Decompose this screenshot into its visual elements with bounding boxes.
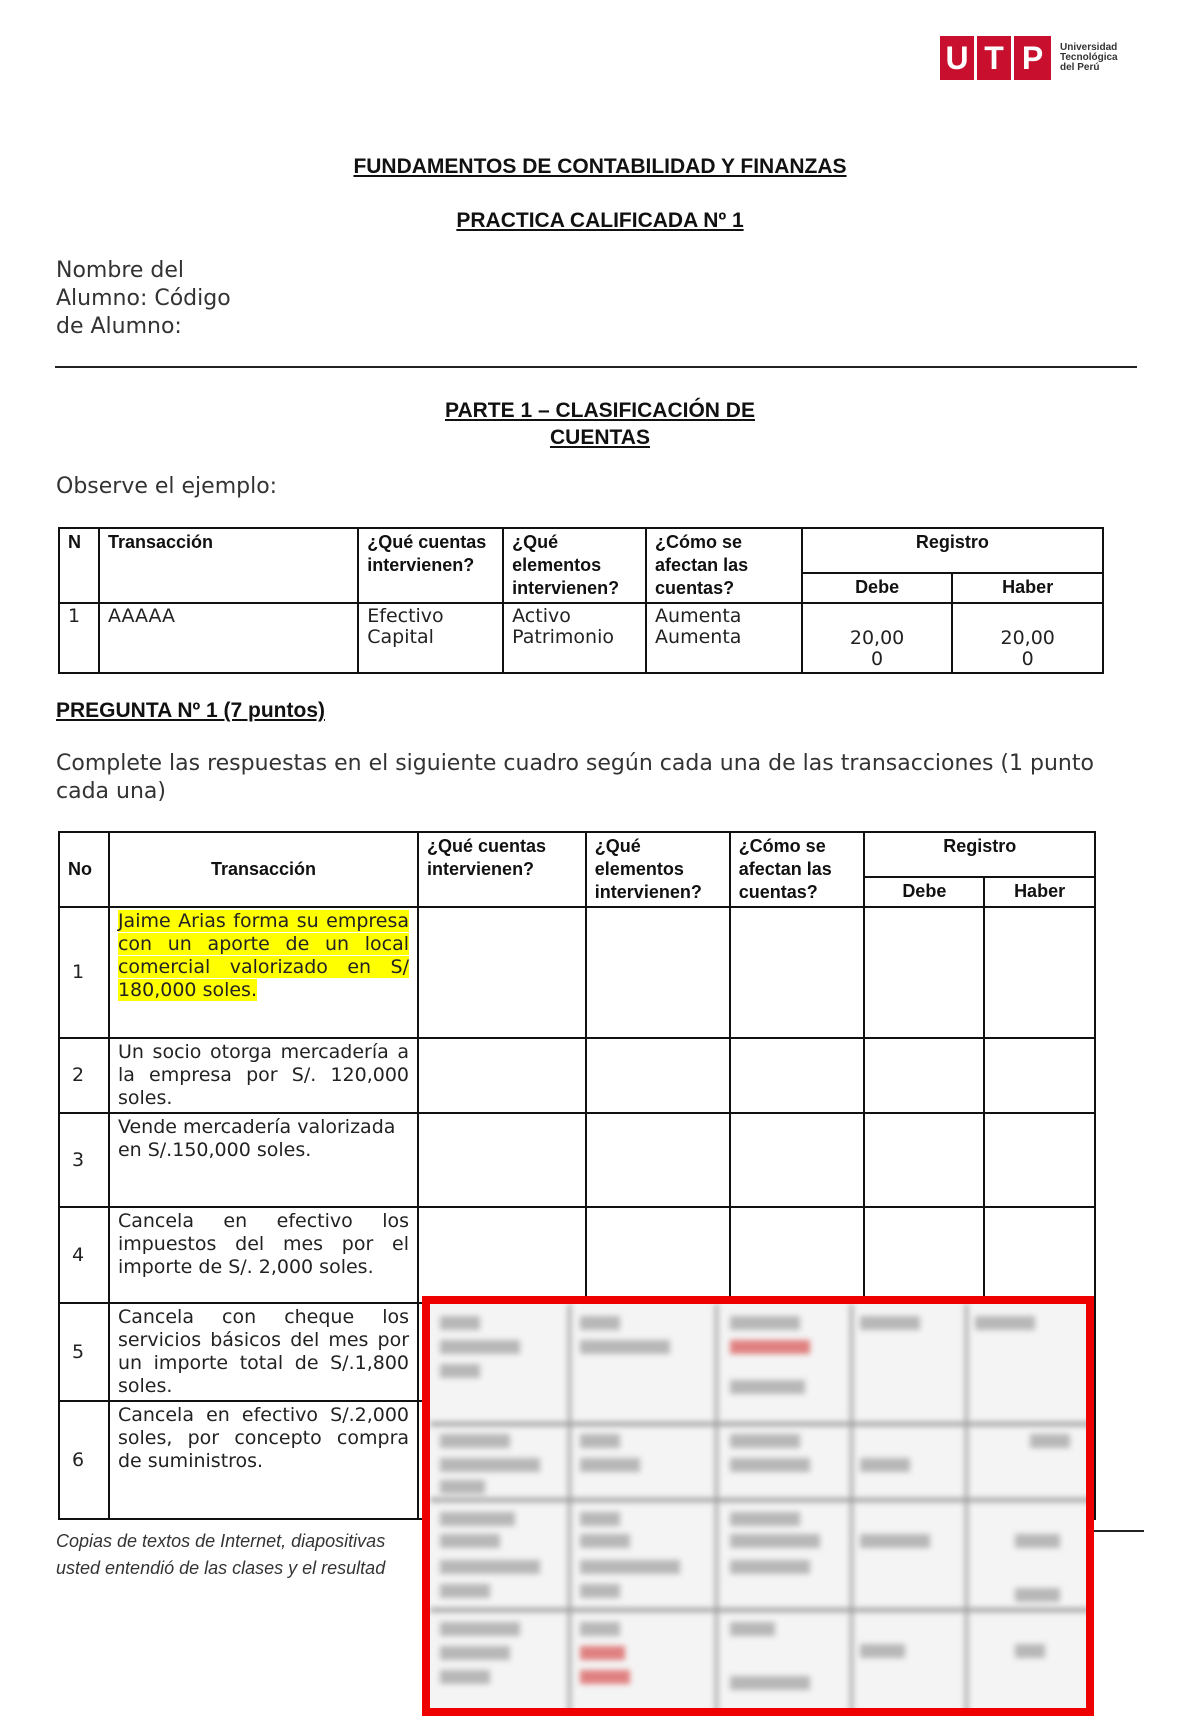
- example-header-affect: ¿Cómo se afectan las cuentas?: [646, 528, 802, 603]
- part1-title: [0, 397, 1200, 451]
- q-header-debe: Debe: [864, 877, 984, 907]
- answer-haber-cell[interactable]: [984, 1113, 1095, 1207]
- answer-accounts-cell[interactable]: [418, 1207, 586, 1303]
- table-row: [59, 907, 1095, 1038]
- answer-affect-cell[interactable]: [730, 1113, 865, 1207]
- answer-elements-cell[interactable]: [586, 1113, 730, 1207]
- exam-title: PRACTICA CALIFICADA Nº 1: [456, 209, 744, 232]
- example-row-haber: [952, 603, 1103, 673]
- q-header-elements: ¿Qué elementos intervienen?: [586, 832, 730, 907]
- row-number: 2: [59, 1038, 109, 1113]
- example-row-transaction: AAAAA: [99, 603, 358, 673]
- example-row-n: 1: [59, 603, 99, 673]
- example-account-2: Capital: [367, 626, 434, 648]
- footnote-line-2: usted entendió de las clases y el resultad: [56, 1558, 386, 1578]
- answer-affect-cell[interactable]: [730, 907, 865, 1038]
- answer-accounts-cell[interactable]: [418, 1038, 586, 1113]
- answer-affect-cell[interactable]: [730, 1207, 865, 1303]
- transaction-text: Cancela en efectivo los impuestos del mes por el importe de S/. 2,000 soles.: [109, 1207, 418, 1303]
- q-header-accounts: ¿Qué cuentas intervienen?: [418, 832, 586, 907]
- example-header-accounts: ¿Qué cuentas intervienen?: [358, 528, 503, 603]
- utp-logo-mark: [940, 36, 1051, 80]
- student-info: [56, 257, 231, 341]
- university-line-3: del Perú: [1060, 62, 1100, 73]
- example-header-registro: Registro: [802, 528, 1103, 573]
- footnote-line-1: Copias de textos de Internet, diapositivas: [56, 1531, 386, 1551]
- utp-logo: [940, 36, 1118, 80]
- answer-haber-cell[interactable]: [984, 1038, 1095, 1113]
- university-line-2: Tecnológica: [1060, 52, 1118, 63]
- row-number: 3: [59, 1113, 109, 1207]
- question1-title: PREGUNTA Nº 1 (7 puntos): [56, 699, 326, 722]
- row-number: 5: [59, 1303, 109, 1401]
- example-row-elements: [503, 603, 646, 673]
- table-row: [59, 1113, 1095, 1207]
- answer-affect-cell[interactable]: [730, 1038, 865, 1113]
- example-header-haber: Haber: [952, 573, 1103, 603]
- section-divider: [55, 366, 1137, 368]
- example-affect-2: Aumenta: [655, 626, 742, 648]
- row-number: 6: [59, 1401, 109, 1519]
- answer-haber-cell[interactable]: [984, 1207, 1095, 1303]
- student-info-line-2: Alumno: Código: [56, 286, 231, 311]
- table-row: [59, 1038, 1095, 1113]
- transaction-text: Un socio otorga mercadería a la empresa por S/. 120,000 soles.: [109, 1038, 418, 1113]
- q-header-no: No: [59, 832, 109, 907]
- example-header-n: N: [59, 528, 99, 603]
- answer-debe-cell[interactable]: [864, 1113, 984, 1207]
- answer-accounts-cell[interactable]: [418, 907, 586, 1038]
- example-element-2: Patrimonio: [512, 626, 615, 648]
- example-header-debe: Debe: [802, 573, 953, 603]
- example-haber-line-2: 0: [1021, 648, 1034, 670]
- row-number: 1: [59, 907, 109, 1038]
- answer-debe-cell[interactable]: [864, 907, 984, 1038]
- university-line-1: Universidad: [1060, 42, 1118, 53]
- question1-instructions: Complete las respuestas en el siguiente cuadro según cada una de las transacciones (1 punto cada una): [56, 751, 1094, 804]
- blurred-answers-overlay: [422, 1296, 1094, 1716]
- student-info-line-1: Nombre del: [56, 258, 185, 283]
- example-row: [59, 603, 1103, 673]
- q-header-registro: Registro: [864, 832, 1095, 877]
- answer-debe-cell[interactable]: [864, 1207, 984, 1303]
- course-title: FUNDAMENTOS DE CONTABILIDAD Y FINANZAS: [353, 155, 847, 178]
- q-header-affect: ¿Cómo se afectan las cuentas?: [730, 832, 865, 907]
- part1-title-line-1: PARTE 1 – CLASIFICACIÓN DE: [445, 399, 755, 422]
- example-debe-line-1: 20,00: [849, 627, 905, 649]
- highlighted-transaction: Jaime Arias forma su empresa con un aporte de un local comercial valorizado en S/ 180,000 soles.: [117, 910, 410, 1001]
- observe-example-label: Observe el ejemplo:: [56, 474, 278, 499]
- transaction-text: Cancela en efectivo S/.2,000 soles, por concepto compra de suministros.: [109, 1401, 418, 1519]
- answer-debe-cell[interactable]: [864, 1038, 984, 1113]
- example-header-transaction: Transacción: [99, 528, 358, 603]
- student-info-line-3: de Alumno:: [56, 314, 182, 339]
- blurred-content: [430, 1304, 1086, 1708]
- example-haber-line-1: 20,00: [1000, 627, 1055, 649]
- row-number: 4: [59, 1207, 109, 1303]
- q-header-transaction: Transacción: [109, 832, 418, 907]
- answer-elements-cell[interactable]: [586, 1038, 730, 1113]
- transaction-text: [109, 907, 418, 1038]
- logo-letter-p: P: [1021, 39, 1044, 76]
- answer-elements-cell[interactable]: [586, 907, 730, 1038]
- example-element-1: Activo: [512, 605, 571, 627]
- q-header-haber: Haber: [984, 877, 1095, 907]
- footnote: [56, 1528, 385, 1582]
- example-table: [58, 527, 1104, 674]
- example-row-affect: [646, 603, 802, 673]
- part1-title-line-2: CUENTAS: [550, 426, 650, 449]
- university-name: [1060, 43, 1118, 73]
- example-debe-line-2: 0: [871, 648, 884, 670]
- answer-haber-cell[interactable]: [984, 907, 1095, 1038]
- example-account-1: Efectivo: [367, 605, 444, 627]
- example-row-debe: [802, 603, 953, 673]
- example-header-elements: ¿Qué elementos intervienen?: [503, 528, 646, 603]
- logo-letter-u: U: [940, 36, 977, 80]
- answer-accounts-cell[interactable]: [418, 1113, 586, 1207]
- transaction-text: Vende mercadería valorizada en S/.150,000 soles.: [109, 1113, 418, 1207]
- example-affect-1: Aumenta: [655, 605, 742, 627]
- logo-letter-t: T: [977, 36, 1014, 80]
- example-row-accounts: [358, 603, 503, 673]
- transaction-text: Cancela con cheque los servicios básicos del mes por un importe total de S/.1,800 soles.: [109, 1303, 418, 1401]
- table-row: [59, 1207, 1095, 1303]
- answer-elements-cell[interactable]: [586, 1207, 730, 1303]
